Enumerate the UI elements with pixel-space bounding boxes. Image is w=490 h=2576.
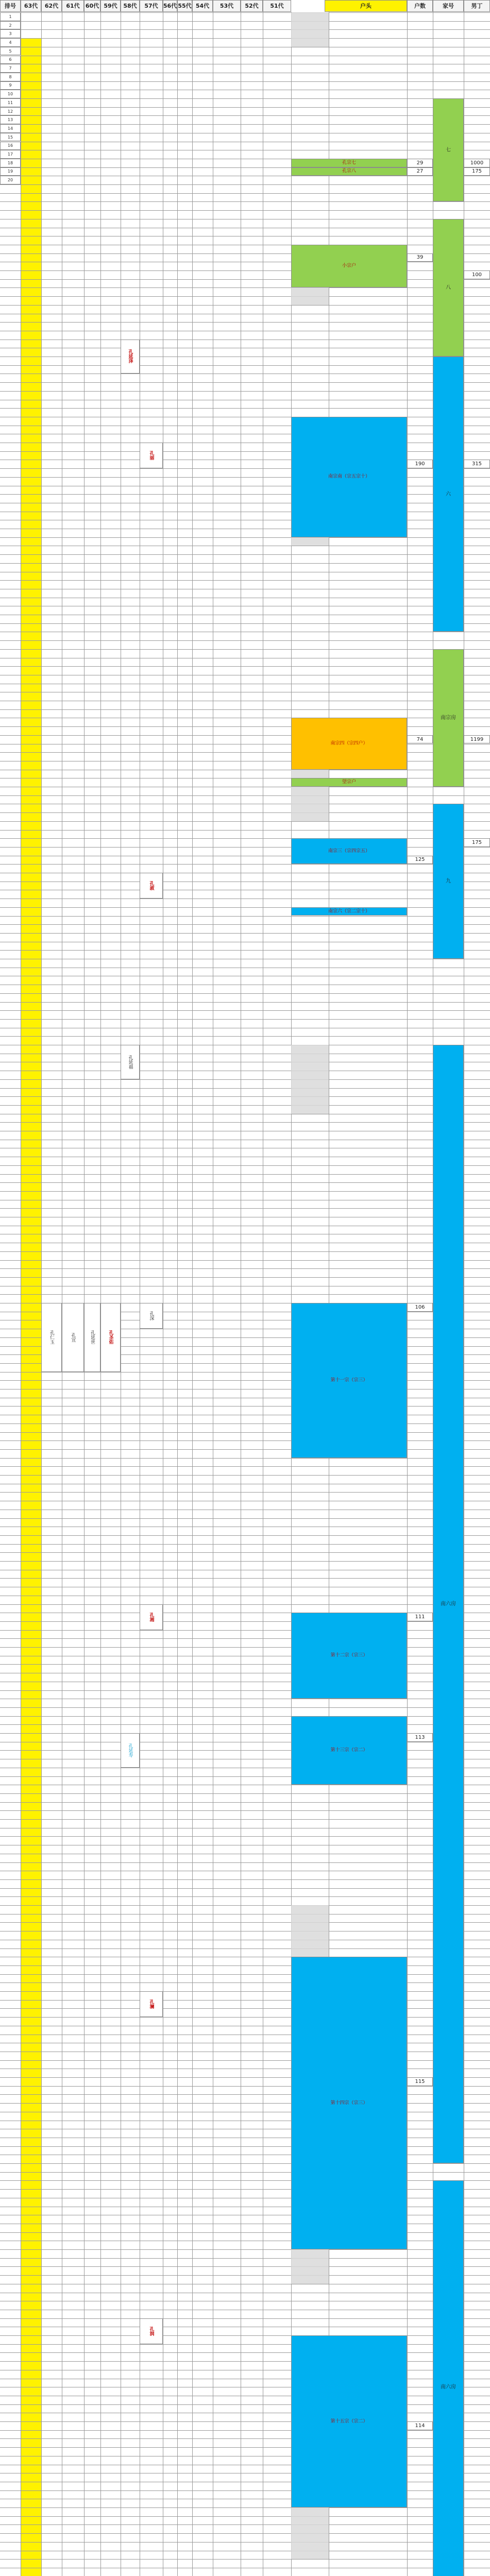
household-count: 114 [407,2421,433,2430]
household-label: 第十四宗（宗三） [291,1957,407,2249]
row-gridline [0,296,490,297]
row-gridline [0,1036,490,1037]
row-gridline [0,124,490,125]
male-total: 175 [464,838,490,847]
row-number: 16 [0,142,21,150]
row-gridline [0,1492,490,1493]
household-label: 南宗四（宗四户） [291,718,407,769]
row-gridline [0,2232,490,2233]
sub-branch-name: 孔淑 [140,873,163,899]
row-gridline [0,391,490,392]
household-count: 190 [407,460,433,468]
row-gridline [0,1561,490,1562]
male-total: 100 [464,270,490,279]
row-gridline [0,1174,490,1175]
row-gridline [0,408,490,409]
row-gridline [0,2258,490,2259]
row-gridline [0,847,490,848]
column-header: 61代 [62,0,84,12]
column-header: 62代 [41,0,62,12]
row-number: 1 [0,12,21,21]
row-gridline [0,1905,490,1906]
row-gridline [0,1965,490,1966]
row-gridline [0,1664,490,1665]
row-gridline [0,864,490,865]
row-gridline [0,2180,490,2181]
row-gridline [0,1096,490,1097]
column-header: 排号 [0,0,21,12]
sub-branch-name: 孔润 [140,2318,163,2344]
sub-branch-name: 孔湘 [140,1604,163,1630]
household-label: 南宗六（宗二宗十） [291,907,407,916]
row-gridline [0,821,490,822]
row-gridline [0,494,490,495]
row-gridline [0,1208,490,1209]
row-gridline [0,1458,490,1459]
family-label: 南六房 [433,2180,464,2576]
column-gridline [41,12,42,2576]
row-gridline [0,2318,490,2319]
row-gridline [0,1982,490,1983]
row-gridline [0,2163,490,2164]
row-gridline [0,2542,490,2543]
row-gridline [0,305,490,306]
row-gridline [0,1518,490,1519]
row-gridline [0,1191,490,1192]
row-gridline [0,1544,490,1545]
household-count: 39 [407,253,433,262]
row-gridline [0,2404,490,2405]
row-gridline [0,1948,490,1949]
row-gridline [0,1440,490,1441]
row-gridline [0,184,490,185]
row-gridline [0,279,490,280]
row-gridline [0,1647,490,1648]
column-header: 男丁 [464,0,490,12]
row-gridline [0,726,490,727]
row-gridline [0,2430,490,2431]
row-gridline [0,1079,490,1080]
row-gridline [0,2335,490,2336]
row-number: 12 [0,107,21,116]
row-gridline [0,554,490,555]
row-gridline [0,201,490,202]
column-header: 户数 [407,0,433,12]
row-gridline [0,2533,490,2534]
row-gridline [0,1277,490,1278]
row-gridline [0,270,490,271]
row-gridline [0,537,490,538]
shaded-band [291,1045,329,1114]
row-gridline [0,1380,490,1381]
family-label: 南宗房 [433,649,464,787]
column-header: 59代 [100,0,121,12]
row-gridline [0,477,490,478]
row-gridline [0,2275,490,2276]
row-number: 6 [0,56,21,64]
column-header: 57代 [140,0,163,12]
row-gridline [0,1165,490,1166]
row-gridline [0,1888,490,1889]
row-gridline [0,2524,490,2525]
column-header: 55代 [177,0,192,12]
row-gridline [0,98,490,99]
row-gridline [0,1716,490,1717]
row-gridline [0,812,490,813]
row-number: 8 [0,73,21,81]
row-gridline [0,933,490,934]
row-gridline [0,1122,490,1123]
row-gridline [0,1724,490,1725]
gen63-name: 孔仁玉 [41,1303,62,1372]
row-number: 11 [0,98,21,107]
household-count: 125 [407,856,433,865]
family-label: 南六房 [433,1045,464,2163]
row-gridline [0,1707,490,1708]
row-gridline [0,1105,490,1106]
row-number: 10 [0,90,21,98]
row-gridline [0,2438,490,2439]
family-label: 八 [433,219,464,357]
row-gridline [0,1638,490,1639]
row-gridline [0,2103,490,2104]
column-header: 56代 [163,0,177,12]
sub-branch-name: 孔丽 [140,443,163,468]
row-gridline [0,649,490,650]
row-gridline [0,2507,490,2508]
row-gridline [0,950,490,951]
row-number: 2 [0,21,21,30]
household-label: 第十三宗（宗二） [291,1716,407,1785]
row-gridline [0,210,490,211]
sub-branch-name: 孔澜 [140,1991,163,2017]
row-gridline [0,1604,490,1605]
row-gridline [0,563,490,564]
row-gridline [0,2017,490,2018]
row-gridline [0,1449,490,1450]
sub-branch-name: 孔深 [140,1303,163,1329]
row-gridline [0,107,490,108]
row-gridline [0,1251,490,1252]
shaded-band [291,1905,329,1957]
gen61-name: 孔延世 [84,1303,100,1372]
row-gridline [0,1630,490,1631]
gen62-name: 孔宜 [62,1303,84,1372]
household-count: 27 [407,167,433,176]
row-number: 13 [0,115,21,124]
row-gridline [0,1578,490,1579]
column-gridline [192,12,193,2576]
row-number: 14 [0,124,21,133]
row-gridline [0,1088,490,1089]
column-gridline [100,12,101,2576]
row-gridline [0,1974,490,1975]
column-gridline [407,12,408,2576]
row-gridline [0,468,490,469]
row-gridline [0,924,490,925]
male-total: 175 [464,167,490,176]
row-gridline [0,1802,490,1803]
row-gridline [0,1836,490,1837]
row-gridline [0,1896,490,1897]
household-label: 第十一宗（宗三） [291,1303,407,1458]
row-gridline [0,1535,490,1536]
row-gridline [0,115,490,116]
row-gridline [0,1268,490,1269]
household-label: 南宗南（宗五宗十） [291,417,407,537]
column-header: 53代 [213,0,241,12]
row-gridline [0,666,490,667]
family-label: 九 [433,804,464,959]
row-number: 18 [0,159,21,167]
row-gridline [0,12,490,13]
household-count: 113 [407,1733,433,1742]
row-gridline [0,1810,490,1811]
row-gridline [0,1879,490,1880]
row-number: 15 [0,133,21,142]
row-gridline [0,2266,490,2267]
row-gridline [0,2344,490,2345]
row-number: 20 [0,176,21,184]
row-gridline [0,2000,490,2001]
column-gridline [177,12,178,2576]
column-header: 户头 [325,0,407,12]
row-gridline [0,21,490,22]
male-total: 1000 [464,159,490,167]
row-gridline [0,2172,490,2173]
row-gridline [0,451,490,452]
row-gridline [0,2060,490,2061]
row-gridline [0,29,490,30]
household-label: 孔宗八 [291,167,407,176]
household-label: 南宗三（宗四宗五） [291,838,407,864]
row-gridline [0,1862,490,1863]
household-label: 孔宗七 [291,159,407,167]
row-gridline [0,2094,490,2095]
shaded-band [291,12,329,47]
branch-name: 孔延福 [121,1045,140,1079]
row-gridline [0,1019,490,1020]
row-gridline [0,1750,490,1751]
household-label: 望宗户 [291,778,407,787]
row-gridline [0,1002,490,1003]
row-gridline [0,1776,490,1777]
row-gridline [0,1793,490,1794]
row-gridline [0,2361,490,2362]
row-gridline [0,916,490,917]
row-number: 5 [0,47,21,56]
household-count: 111 [407,1613,433,1621]
row-gridline [0,2086,490,2087]
row-number: 7 [0,64,21,73]
row-gridline [0,709,490,710]
row-gridline [0,1466,490,1467]
family-label: 七 [433,98,464,201]
row-gridline [0,907,490,908]
row-gridline [0,2352,490,2353]
row-gridline [0,1260,490,1261]
household-count: 115 [407,2077,433,2086]
row-number: 9 [0,81,21,90]
row-gridline [0,365,490,366]
row-gridline [0,1690,490,1691]
row-gridline [0,38,490,39]
row-gridline [0,993,490,994]
column-header: 63代 [21,0,41,12]
column-header: 52代 [241,0,263,12]
row-gridline [0,1621,490,1622]
row-gridline [0,2008,490,2009]
column-header: 60代 [84,0,100,12]
row-gridline [0,2146,490,2147]
row-gridline [0,1432,490,1433]
row-gridline [0,1475,490,1476]
gen60-name: 孔圣佑 [100,1303,121,1372]
row-gridline [0,1010,490,1011]
column-header: 54代 [192,0,213,12]
row-gridline [0,1182,490,1183]
row-gridline [0,1294,490,1295]
column-header: 家号 [433,0,464,12]
row-number: 19 [0,167,21,176]
row-gridline [0,2249,490,2250]
row-gridline [0,193,490,194]
column-header: 51代 [263,0,291,12]
row-number: 17 [0,150,21,159]
shaded-band [291,2507,329,2559]
column-header: 58代 [121,0,140,12]
row-gridline [0,1922,490,1923]
row-number: 3 [0,29,21,38]
highlight-strip [21,38,41,2576]
row-gridline [0,752,490,753]
row-gridline [0,830,490,831]
row-gridline [0,580,490,581]
row-gridline [0,81,490,82]
row-gridline [0,1423,490,1424]
row-gridline [0,2189,490,2190]
row-gridline [0,382,490,383]
branch-name: 孔延寿 [121,1733,140,1768]
household-count: 74 [407,735,433,744]
male-total: 1199 [464,735,490,744]
column-gridline [84,12,85,2576]
row-gridline [0,838,490,839]
row-gridline [0,1991,490,1992]
male-total: 315 [464,460,490,468]
household-label: 小宗户 [291,245,407,288]
row-gridline [0,2516,490,2517]
household-count: 106 [407,1303,433,1312]
household-count: 29 [407,159,433,167]
row-gridline [0,2490,490,2491]
branch-name: 孔延泽 [121,340,140,374]
household-label: 第十二宗（宗三） [291,1613,407,1699]
household-label: 第十五宗（宗二） [291,2335,407,2507]
row-gridline [0,322,490,323]
row-gridline [0,640,490,641]
row-gridline [0,287,490,288]
family-label: 六 [433,357,464,632]
row-gridline [0,623,490,624]
row-gridline [0,1552,490,1553]
row-gridline [0,2447,490,2448]
row-gridline [0,795,490,796]
row-gridline [0,1819,490,1820]
row-number: 4 [0,38,21,47]
row-gridline [0,2559,490,2560]
